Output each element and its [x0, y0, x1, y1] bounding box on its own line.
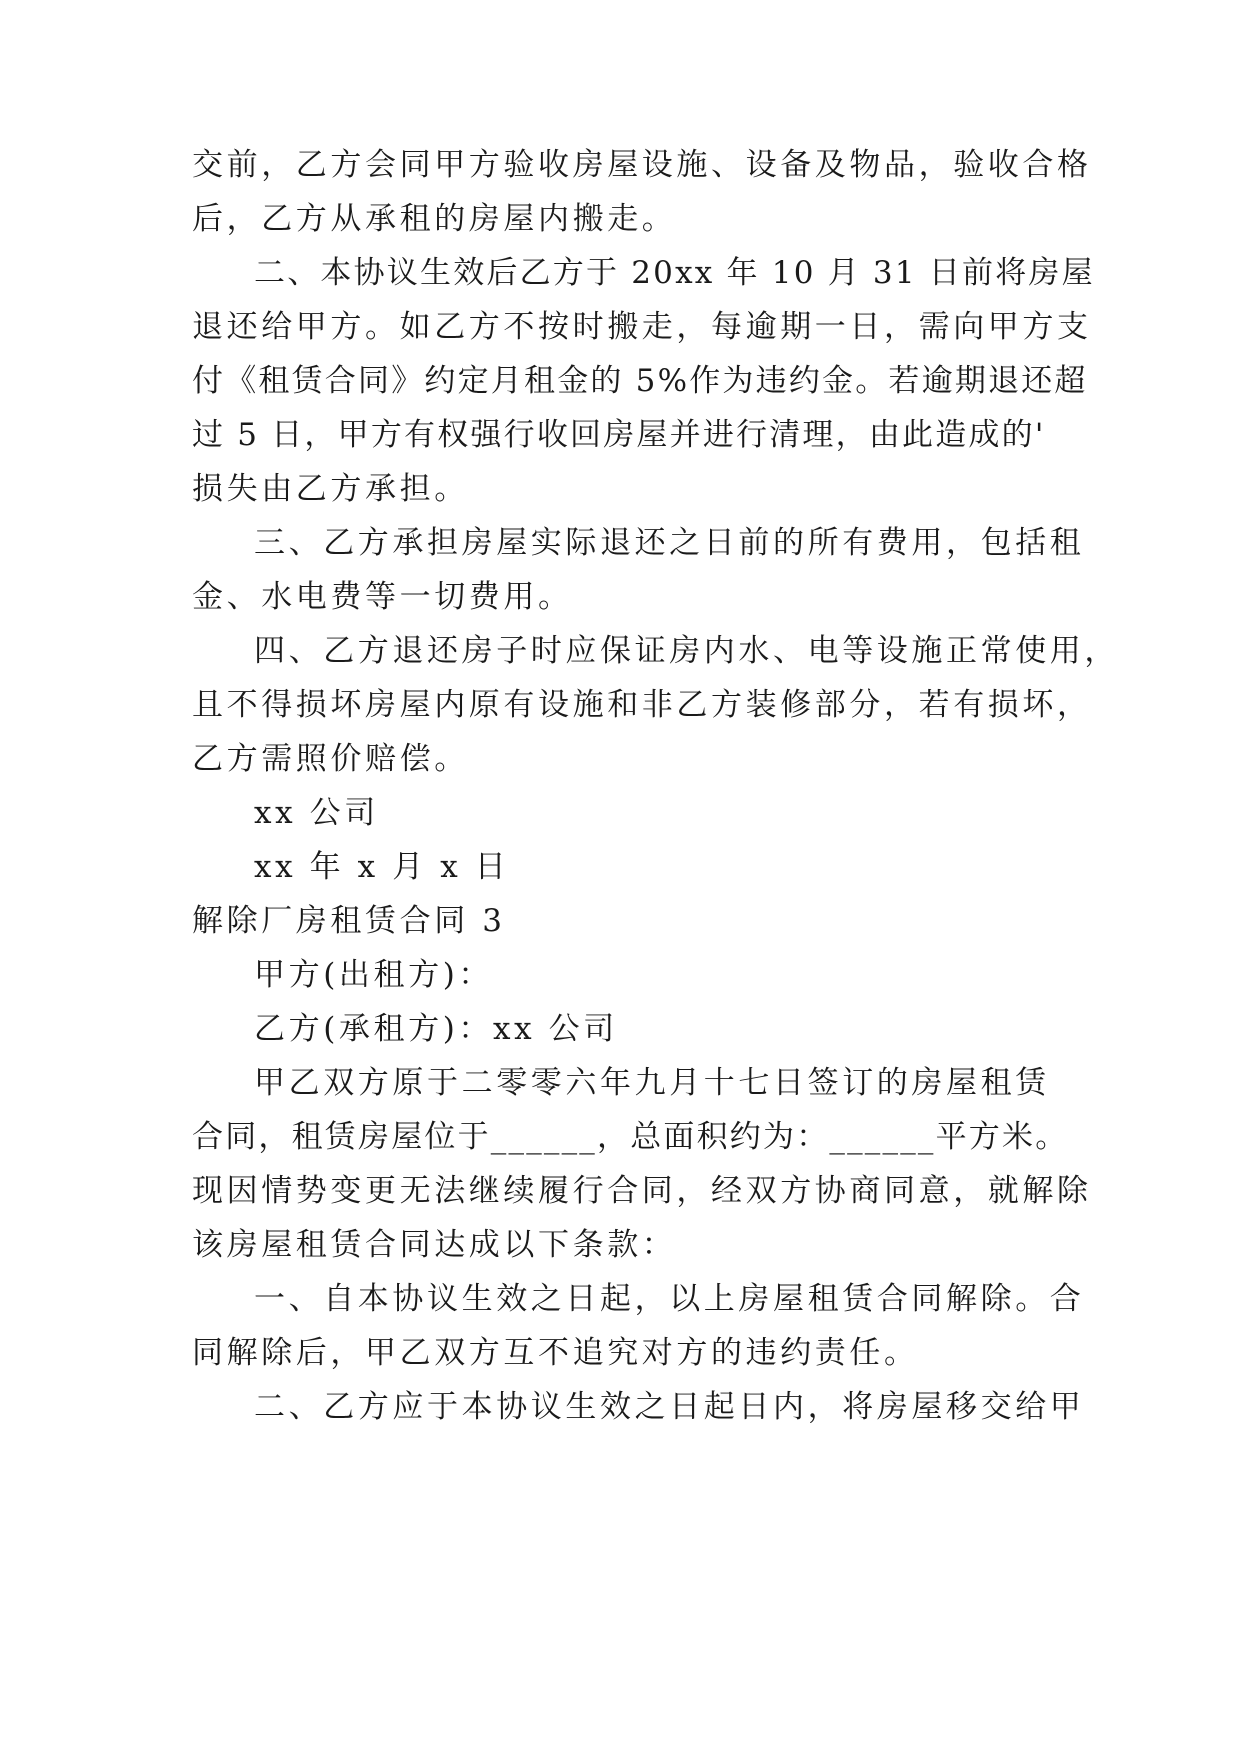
paragraph-clause-3: 三、乙方承担房屋实际退还之日前的所有费用，包括租: [254, 525, 1085, 561]
party-b-label: 乙方(承租方)：xx 公司: [254, 1011, 618, 1047]
signature-date: xx 年 x 月 x 日: [254, 849, 510, 885]
body-text-line: 付《租赁合同》约定月租金的 5%作为违约金。若逾期退还超: [192, 363, 1088, 399]
section-title: 解除厂房租赁合同 3: [192, 903, 506, 939]
body-text-line: 现因情势变更无法继续履行合同，经双方协商同意，就解除: [192, 1173, 1092, 1209]
body-text-line: 合同，租赁房屋位于______，总面积约为：______平方米。: [192, 1119, 1069, 1155]
paragraph-preamble: 甲乙双方原于二零零六年九月十七日签订的房屋租赁: [254, 1065, 1050, 1101]
body-text-line: 交前，乙方会同甲方验收房屋设施、设备及物品，验收合格: [192, 147, 1092, 183]
signature-company: xx 公司: [254, 795, 379, 831]
body-text-line: 损失由乙方承担。: [192, 471, 469, 507]
paragraph-clause-2b: 二、乙方应于本协议生效之日起日内，将房屋移交给甲: [254, 1389, 1085, 1425]
paragraph-clause-4: 四、乙方退还房子时应保证房内水、电等设施正常使用，: [254, 633, 1119, 669]
body-text-line: 过 5 日，甲方有权强行收回房屋并进行清理，由此造成的': [192, 417, 1046, 453]
body-text-line: 同解除后，甲乙双方互不追究对方的违约责任。: [192, 1335, 919, 1371]
body-text-line: 乙方需照价赔偿。: [192, 741, 469, 777]
paragraph-clause-1: 一、自本协议生效之日起，以上房屋租赁合同解除。合: [254, 1281, 1085, 1317]
body-text-line: 后，乙方从承租的房屋内搬走。: [192, 201, 677, 237]
body-text-line: 且不得损坏房屋内原有设施和非乙方装修部分，若有损坏，: [192, 687, 1092, 723]
body-text-line: 金、水电费等一切费用。: [192, 579, 573, 615]
body-text-line: 退还给甲方。如乙方不按时搬走，每逾期一日，需向甲方支: [192, 309, 1092, 345]
body-text-line: 该房屋租赁合同达成以下条款：: [192, 1227, 677, 1263]
paragraph-clause-2: 二、本协议生效后乙方于 20xx 年 10 月 31 日前将房屋: [254, 255, 1095, 291]
party-a-label: 甲方(出租方)：: [254, 957, 493, 993]
